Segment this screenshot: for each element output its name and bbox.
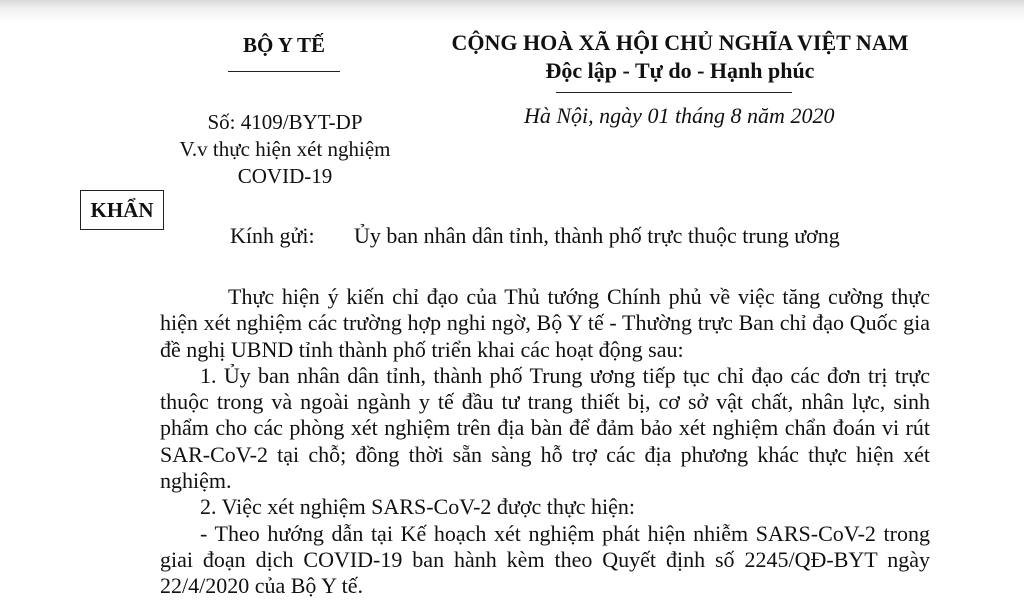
item-2-paragraph: 2. Việc xét nghiệm SARS-CoV-2 được thực hiện:	[200, 494, 636, 520]
document-date: Hà Nội, ngày 01 tháng 8 năm 2020	[524, 103, 835, 128]
intro-paragraph: Thực hiện ý kiến chỉ đạo của Thủ tướng Chính phủ về việc tăng cường thực hiện xét nghiệm các trường hợp nghi ngờ, Bộ Y tế - Thường trực Ban chỉ đạo Quốc gia đề nghị UBND tỉnh thành phố triển khai các hoạt động sau:	[160, 284, 930, 362]
recipient-label: Kính gửi:	[230, 223, 315, 248]
recipient-name: Ủy ban nhân dân tỉnh, thành phố trực thuộc trung ương	[354, 223, 840, 248]
item-2-bullet-1: - Theo hướng dẫn tại Kế hoạch xét nghiệm phát hiện nhiễm SARS-CoV-2 trong giai đoạn dịch COVID-19 ban hành kèm theo Quyết định số 2245/QĐ-BYT ngày 22/4/2020 của Bộ Y tế.	[160, 520, 930, 599]
document-body	[160, 284, 930, 600]
urgent-stamp	[80, 190, 164, 230]
item-1-paragraph: 1. Ủy ban nhân dân tỉnh, thành phố Trung ương tiếp tục chỉ đạo các đơn trị trực thuộc trong và ngoài ngành y tế đầu tư trang thiết bị, cơ sở vật chất, nhân lực, sinh phẩm cho các phòng xét nghiệm trên địa bàn để đảm bảo xét nghiệm chẩn đoán vi rút SAR-CoV-2 tại chỗ; đồng thời sẵn sàng hỗ trợ các địa phương khác thực hiện xét nghiệm.	[160, 362, 930, 494]
urgent-label: KHẨN	[90, 197, 154, 222]
document-subject: V.v thực hiện xét nghiệm COVID-19	[179, 137, 391, 188]
motto-underline	[556, 92, 792, 93]
agency-underline	[228, 71, 340, 72]
issuing-agency: BỘ Y TẾ	[242, 33, 326, 57]
national-title: CỘNG HOÀ XÃ HỘI CHỦ NGHĨA VIỆT NAM	[451, 30, 909, 55]
document-number: Số: 4109/BYT-DP	[207, 110, 363, 134]
national-motto: Độc lập - Tự do - Hạnh phúc	[545, 58, 815, 83]
